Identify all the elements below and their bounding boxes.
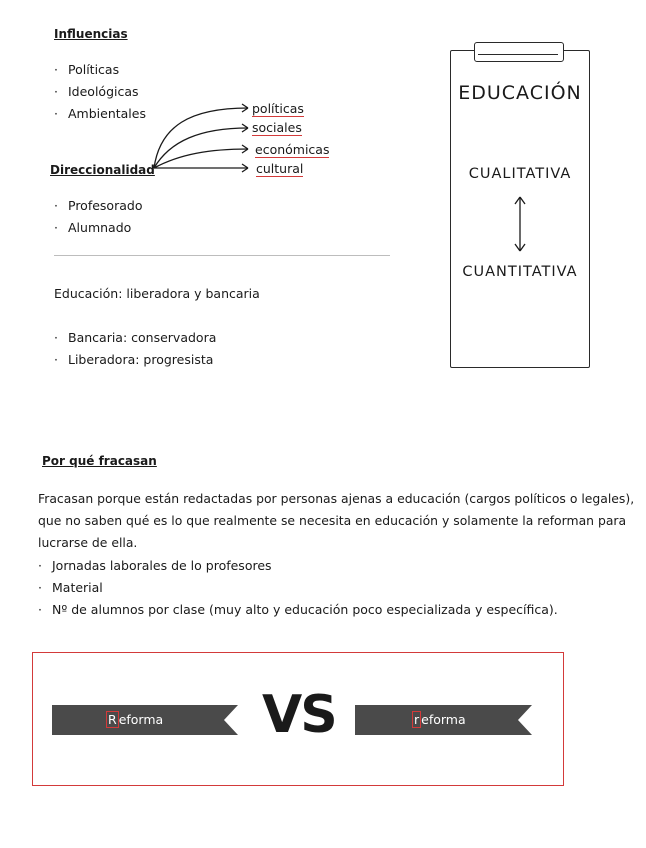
direction-target-economicas: económicas xyxy=(255,142,330,157)
fracasan-paragraph: Fracasan porque están redactadas por personas ajenas a educación (cargos políticos o legales), que no saben qué es lo que realmente se necesita en educación y solamente la reforman para lucrarse de ella. xyxy=(38,491,635,550)
direction-arrows xyxy=(150,96,260,176)
direction-target-cultural: cultural xyxy=(256,161,304,176)
banner-right-label: r eforma xyxy=(414,712,466,727)
list-item: · Nº de alumnos por clase (muy alto y educación poco especializada y específica). xyxy=(38,602,558,617)
influencias-heading: Influencias xyxy=(50,26,132,42)
card-title: EDUCACIÓN xyxy=(458,82,582,104)
list-item: · Profesorado xyxy=(54,198,143,213)
list-item: · Políticas xyxy=(54,62,120,77)
clipboard-clip-line xyxy=(478,54,558,55)
divider xyxy=(54,255,390,256)
direccionalidad-heading: Direccionalidad xyxy=(46,162,159,178)
list-item: · Alumnado xyxy=(54,220,132,235)
direction-target-politicas: políticas xyxy=(252,101,304,116)
clipboard-clip-icon xyxy=(474,42,564,62)
educacion-heading: Educación: liberadora y bancaria xyxy=(54,286,260,301)
list-item: · Bancaria: conservadora xyxy=(54,330,217,345)
direction-target-sociales: sociales xyxy=(252,120,302,135)
vs-label: VS xyxy=(262,685,336,745)
banner-left-label: R eforma xyxy=(108,712,164,727)
card-bottom-label: CUANTITATIVA xyxy=(462,264,578,280)
list-item: · Liberadora: progresista xyxy=(54,352,214,367)
card-top-label: CUALITATIVA xyxy=(468,166,572,182)
double-arrow-icon xyxy=(510,193,530,255)
list-item: · Jornadas laborales de lo profesores xyxy=(38,558,272,573)
list-item: · Ambientales xyxy=(54,106,146,121)
fracasan-heading: Por qué fracasan xyxy=(38,453,161,469)
list-item: · Material xyxy=(38,580,103,595)
list-item: · Ideológicas xyxy=(54,84,139,99)
